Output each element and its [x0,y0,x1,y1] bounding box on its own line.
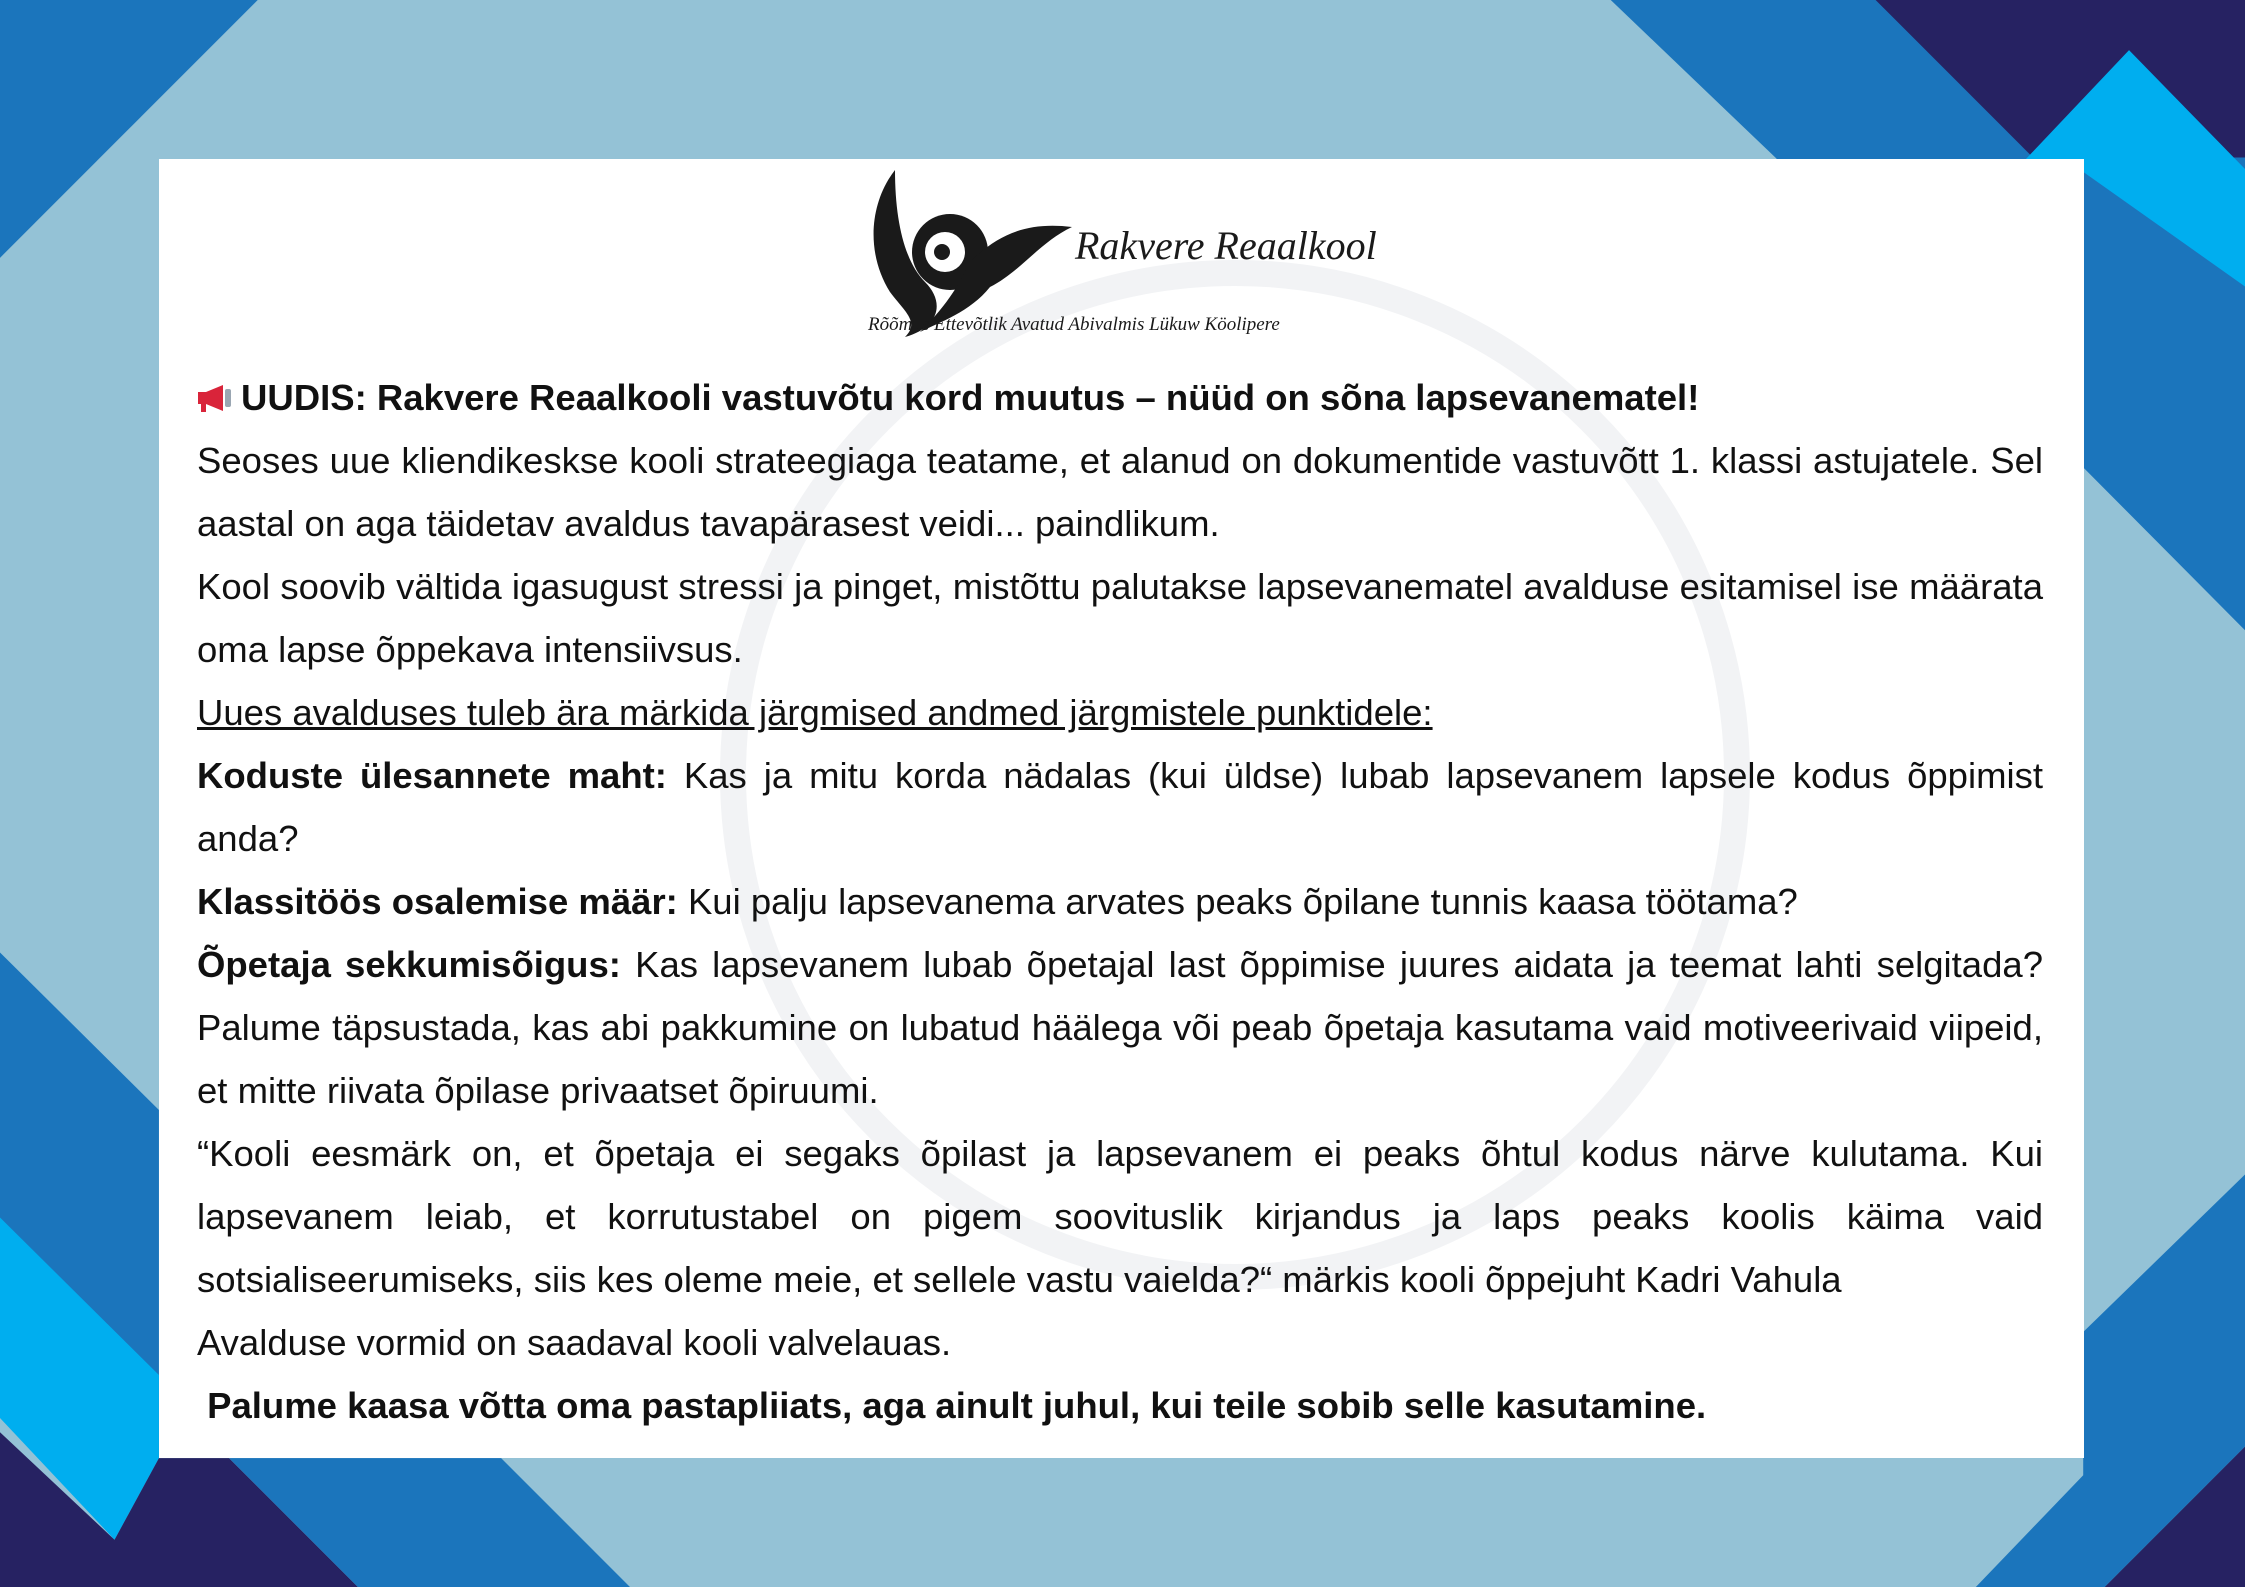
item-text: Kas ja mitu korda nädalas (kui üldse) lubab lapsevanem lapsele kodus õppimist anda? [197,755,2043,859]
quote-paragraph: “Kooli eesmärk on, et õpetaja ei segaks õpilast ja lapsevanem ei peaks õhtul kodus närve kulutama. Kui lapsevanem leiab, et korrutustabel on pigem soovituslik kirjandus ja laps peaks koolis käima vaid sotsialiseerumiseks, siis kes oleme meie, et sellele vastu vaielda?“ märkis kooli õppejuht Kadri Vahula [197,1133,2043,1300]
article-body [197,366,2043,1437]
megaphone-icon [197,383,233,413]
item-label: Õpetaja sekkumisõigus: [197,944,621,985]
closing-note: Palume kaasa võtta oma pastapliiats, aga ainult juhul, kui teile sobib selle kasutamine. [197,1385,1707,1426]
forms-note: Avalduse vormid on saadaval kooli valvelauas. [197,1322,952,1363]
headline [197,366,2043,429]
headline-text: UUDIS: Rakvere Reaalkooli vastuvõtu kord muutus – nüüd on sõna lapsevanematel! [241,377,1700,418]
list-item [197,933,2043,1122]
intro-paragraph: Seoses uue kliendikeskse kooli strateegiaga teatame, et alanud on dokumentide vastuvõtt 1. klassi astujatele. Sel aastal on aga täidetav avaldus tavapärasest veidi... paindlikum. [197,440,2043,544]
school-motto: Rõõmus Ettevõtlik Avatud Abivalmis Lükuw Köolipere [868,314,1280,335]
item-text: Kas lapsevanem lubab õpetajal last õppimise juures aidata ja teemat lahti selgitada? Palume täpsustada, kas abi pakkumine on lubatud häälega või peab õpetaja kasutama vaid motiveerivaid viipeid, et mitte riivata õpilase privaatset õpiruumi. [197,944,2043,1111]
paragraph: Kool soovib vältida igasugust stressi ja pinget, mistõttu palutakse lapsevanematel avalduse esitamisel ise määrata oma lapse õppekava intensiivsus. [197,566,2043,670]
item-text: Kui palju lapsevanema arvates peaks õpilane tunnis kaasa töötama? [677,881,1798,922]
list-item [197,870,2043,933]
list-item [197,744,2043,870]
list-intro: Uues avalduses tuleb ära märkida järgmised andmed järgmistele punktidele: [197,692,1433,733]
item-label: Klassitöös osalemise määr: [197,881,678,922]
school-name: Rakvere Reaalkool [1075,223,1377,268]
item-label: Koduste ülesannete maht: [197,755,667,796]
